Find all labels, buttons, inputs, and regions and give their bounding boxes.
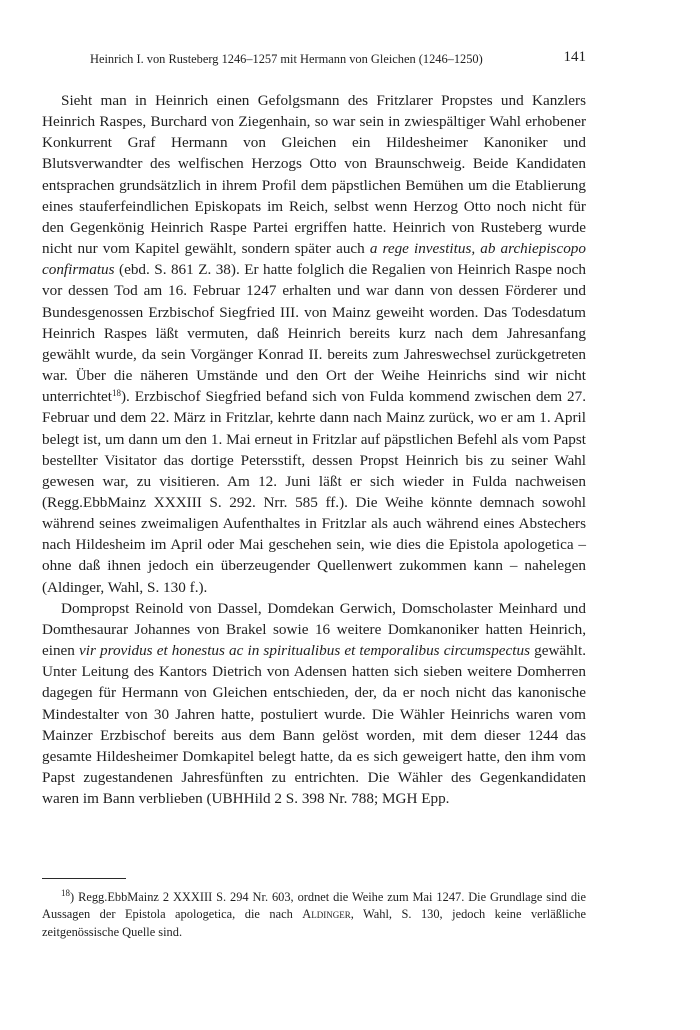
paragraph-2-text-a: Dompropst Reinold von Dassel, Domdekan Gerwich, Domscholaster Meinhard und Domthesaurar Johannes von Brakel sowie 16 weitere Domkanoniker hatten Heinrich, einen xyxy=(42,599,586,660)
footnote-author: Aldinger xyxy=(302,907,351,922)
footnote-number: 18 xyxy=(61,888,70,898)
paragraph-1-text-b: (ebd. S. 861 Z. 38). Er hatte folglich die Regalien von Heinrich Raspe noch vor dessen Tod am 16. Februar 1247 erhalten und war dann von dessen Förderer und Bundesgenossen Erzbischof Siegfried III. von Mainz geweiht worden. Das Todesdatum Heinrich Raspes läßt vermuten, daß Heinrich bereits kurz nach dem Jahresanfang gewählt wurde, da sein Vorgänger Konrad II. bereits zum Jahreswechsel zurückgetreten war. Über die näheren Umstände und den Ort der Weihe Heinrichs sind wir nicht unterrichtet xyxy=(42,261,586,406)
paragraph-1-text-c: ). Erzbischof Siegfried befand sich von Fulda kommend zwischen dem 27. Februar und dem 22. März in Fritzlar, kehrte dann nach Mainz zurück, wo er am 1. April belegt ist, um dann um den 1. Mai erneut in Fritzlar auf päpstlichen Befehl als vom Papst bestellter Visitator das dortige Petersstift, dessen Propst Heinrich bis zu seiner Wahl gewesen war, zu visitieren. Am 12. Juni läßt er sich wieder in Fulda nachweisen (Regg.EbbMainz XXXIII S. 292. Nrr. 585 ff.). Die Weihe könnte demnach sowohl während seines zweimaligen Aufenthaltes in Fritzlar als auch während eines Abstechers nach Hildesheim im April oder Mai geschehen sein, wie dies die Epistola apologetica – ohne daß ihnen jedoch ein überzeugender Quellenwert zukommen kann – nahelegen (Aldinger, Wahl, S. 130 f.). xyxy=(42,388,586,596)
paragraph-1 xyxy=(42,90,586,598)
footnotes xyxy=(42,889,586,941)
paragraph-2 xyxy=(42,598,586,810)
latin-quote-2: vir providus et honestus ac in spiritualibus et temporalibus circumspectus xyxy=(79,642,531,660)
footnote-text-b: , Wahl, S. 130, jedoch keine verläßliche zeitgenössische Quelle sind. xyxy=(42,907,586,939)
page-number: 141 xyxy=(563,49,586,65)
paragraph-2-text-b: gewählt. Unter Leitung des Kantors Dietrich von Adensen hatten sich sieben weitere Domherren dagegen für Hermann von Gleichen entschieden, der, da er noch nicht das kanonische Mindestalter von 30 Jahren hatte, postuliert wurde. Die Wähler Heinrichs waren vom Mainzer Erzbischof bereits aus dem Bann gelöst worden, mit dem dieser 1244 das gesamte Hildesheimer Domkapitel belegt hatte, da es sich geweigert hatte, den ihm vom Papst zugestandenen Jahresfünften zu entrichten. Die Wähler des Gegenkandidaten waren im Bann verblieben (UBHHild 2 S. 398 Nr. 788; MGH Epp. xyxy=(42,642,587,808)
footnote-divider xyxy=(42,878,126,879)
paragraph-1-text-a: Sieht man in Heinrich einen Gefolgsmann des Fritzlarer Propstes und Kanzlers Heinrich Raspes, Burchard von Ziegenhain, so war sein in zwiespältiger Wahl erhobener Konkurrent Graf Hermann von Gleichen ein Hildesheimer Kanoniker und Blutsverwandter des welfischen Herzogs Otto von Braunschweig. Beide Kandidaten entsprachen grundsätzlich in ihrem Profil dem päpstlichen Bemühen um die Etablierung eines stauferfeindlichen Episkopats im Reich, selbst wenn Herzog Otto noch nicht für den Gegenkönig Heinrich Raspe Partei ergriffen hatte. Heinrich von Rusteberg wurde nicht nur vom Kapitel gewählt, sondern später auch xyxy=(42,92,586,258)
footnote-reference[interactable]: 18 xyxy=(112,388,121,399)
main-text xyxy=(42,90,586,809)
footnote-text-a: Regg.EbbMainz 2 XXXIII S. 294 Nr. 603, ordnet die Weihe zum Mai 1247. Die Grundlage sind die Aussagen der Epistola apologetica, die nach xyxy=(42,890,586,922)
footnote-18: $^{18}$) Regg.EbbMainz 2 XXXIII S. 294 Nr. 603, ordnet die Weihe zum Mai 1247. Die Grundlage sind die Aussagen der Epistola apologetica, die nach Aldinger, Wahl, S. 130, jedoch keine verläßliche zeitgenössische Quelle sind. xyxy=(42,888,586,939)
latin-quote-1: a rege investitus, ab archiepiscopo confirmatus xyxy=(42,240,586,279)
running-head xyxy=(90,51,586,67)
running-head-title: Heinrich I. von Rusteberg 1246–1257 mit Hermann von Gleichen (1246–1250) xyxy=(90,52,483,66)
